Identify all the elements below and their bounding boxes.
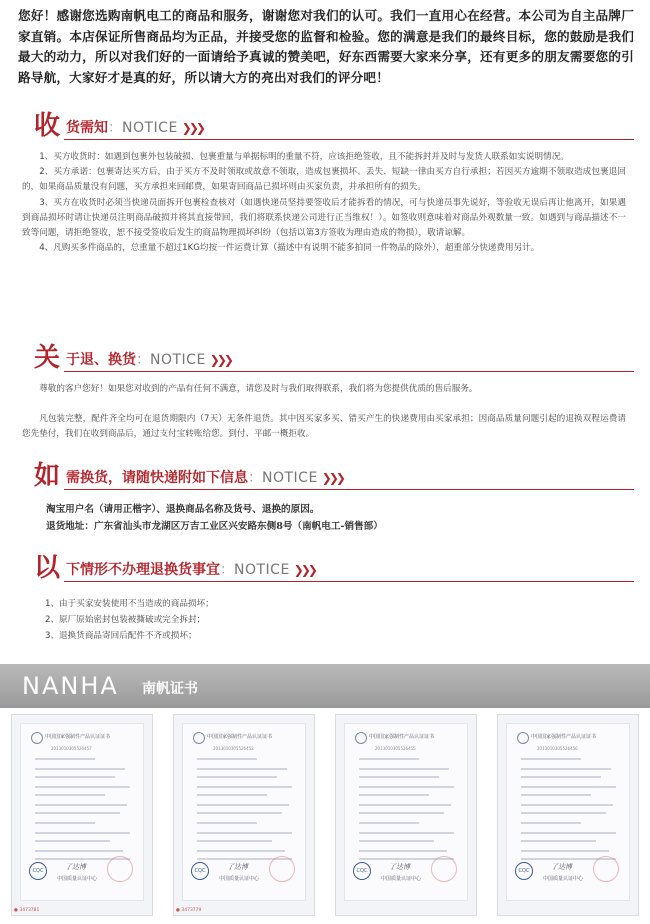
paragraph: 凡包装完整，配件齐全均可在退货期限内（7天）无条件退货。其中因买家多买、错买产生的快递费用由买家承担；因商品质量问题引起的退换双程运费请您先垫付，我们在收到商品后，通过支付宝转账给您。到付、平邮一概拒收。 [22,414,626,440]
list-item: 1、由于买家安装使用不当造成的商品损坏； [45,599,214,609]
certificate-image[interactable] [497,714,639,916]
seal-stamp-icon [593,856,619,882]
section-exclusions-header [34,548,634,584]
banner-subtitle: 南帆证书 [142,681,198,697]
signature: 了达博 [551,863,572,871]
ccc-logo-icon [31,732,43,744]
notice-label: NOTICE [150,352,206,368]
list-item: 2、买方承诺：包裹寄达买方后，由于买方不及时领取或故意不领取，造成包裹损坏、丢失、短缺一律由买方自行承担；若因买方逾期不领取造成包裹退回的，如果商品质量没有问题，买方承担来回邮费，如果寄回商品已损坏则由买家负责，并承担所有的损失。 [22,167,626,193]
certificate-banner [0,664,650,708]
certificate-image[interactable] [11,714,153,916]
issuer: 中国质量认证中心 [381,876,422,882]
cqc-logo-icon: CQC [353,862,371,880]
arrows-icon: ❯❯❯ [209,353,231,367]
certificate-title: 中国国家强制性产品认证证书 [207,734,273,740]
signature: 了达博 [389,863,410,871]
certificate-title: 中国国家强制性产品认证证书 [45,734,111,740]
certificate-image[interactable] [173,714,315,916]
section-initial: 以 [34,553,61,583]
seal-stamp-icon [431,856,457,882]
certificate-number: 2013010305526453 [213,746,254,751]
signature: 了达博 [227,863,248,871]
ccc-logo-icon [517,732,529,744]
exchange-info-line: 淘宝用户名（请用正楷字）、退换商品名称及货号、退换的原因。 [46,504,320,515]
section-exclusions-list [45,596,214,644]
issuer: 中国质量认证中心 [57,876,98,882]
divider [64,371,634,372]
section-title: 货需知：NOTICE ❯❯❯ [66,120,203,136]
ccc-logo-icon [355,732,367,744]
list-item: 4、凡购买多件商品的，总重量不超过1KG均按一件运费计算（描述中有说明不能多拍同一件物品的除外），超重部分快递费用另计。 [39,243,540,254]
brand-logo: NANHA [22,672,119,700]
cqc-logo-icon: CQC [191,862,209,880]
divider [64,489,634,490]
section-initial: 如 [34,461,61,491]
seal-stamp-icon [269,856,295,882]
notice-label: NOTICE [262,470,318,486]
divider [64,581,634,582]
notice-label: NOTICE [122,120,178,136]
signature: 了达博 [65,863,86,871]
ccc-logo-icon [193,732,205,744]
section-title: 需换货，请随快递附如下信息：NOTICE ❯❯❯ [66,470,343,486]
list-item: 1、买方收货时：如遇到包裹外包装破损、包裹重量与单据标明的重量不符，应该拒绝签收，且不能拆封并及时与发货人联系如实说明情况。 [39,152,569,162]
section-initial: 收 [34,111,61,141]
section-return-header [34,338,634,374]
section-exchange-header [34,456,634,492]
cqc-logo-icon: CQC [515,862,533,880]
certificate-number: 2013010305526455 [375,746,416,751]
section-receiving-body [22,150,626,256]
watermark: ● 3473779 [176,908,202,913]
certificate-title: 中国国家强制性产品认证证书 [531,734,597,740]
section-title: 下情形不办理退换货事宜：NOTICE ❯❯❯ [66,562,315,578]
section-title: 于退、换货：NOTICE ❯❯❯ [66,352,231,368]
return-address: 退货地址：广东省汕头市龙湖区万吉工业区兴安路东侧8号（南帆电工-销售部） [46,520,383,532]
section-initial: 关 [34,343,61,373]
divider [64,139,634,140]
issuer: 中国质量认证中心 [543,876,584,882]
cqc-logo-icon: CQC [29,862,47,880]
exchange-info [46,502,383,535]
section-return-body [22,382,626,443]
watermark: ● 3473781 [14,908,40,913]
certificate-title: 中国国家强制性产品认证证书 [369,734,435,740]
seal-stamp-icon [107,856,133,882]
list-item: 3、退换货商品寄回后配件不齐或损坏； [45,631,197,641]
certificate-number: 2013010305526457 [51,746,92,751]
intro-paragraph: 您好！感谢您选购南帆电工的商品和服务，谢谢您对我们的认可。我们一直用心在经营。本公司为自主品牌厂家直销。本店保证所售商品均为正品，并接受您的监督和检验。您的满意是我们的最终目标，您的鼓励是我们最大的动力，所以对我们好的一面请给予真诚的赞美吧，好东西需要大家来分享，还有更多的朋友需要您的引路导航，大家好才是真的好，所以请大方的亮出对我们的评分吧！ [18,8,634,85]
arrows-icon: ❯❯❯ [321,471,343,485]
arrows-icon: ❯❯❯ [293,563,315,577]
arrows-icon: ❯❯❯ [181,121,203,135]
issuer: 中国质量认证中心 [219,876,260,882]
certificates-gallery [5,708,645,920]
list-item: 3、买方在收货时必须当快递员面拆开包裹检查核对（如遇快递员坚持要签收后才能拆看的情况，可与快递员事先说好，等验收无误后再让他离开，如果遇到商品损坏时请让快递员注明商品破损并将其直接带回，我们将联系快递公司进行正当维权！）。如签收则意味着对商品外观数量一致。如遇到与商品描述不一致等问题，请拒绝签收，恕不接受签收后发生的商品物理损坏纠纷（包括以第3方签收为理由造成的物损），敬请谅解。 [22,197,626,239]
section-receiving-header [34,106,634,142]
list-item: 2、原厂原始密封包装被撕破或完全拆封； [45,615,206,625]
certificate-number: 2013010305526456 [537,746,578,751]
notice-label: NOTICE [234,562,290,578]
certificate-image[interactable] [335,714,477,916]
paragraph: 尊敬的客户您好！如果您对收到的产品有任何不满意，请您及时与我们取得联系，我们将为您提供优质的售后服务。 [39,384,478,394]
